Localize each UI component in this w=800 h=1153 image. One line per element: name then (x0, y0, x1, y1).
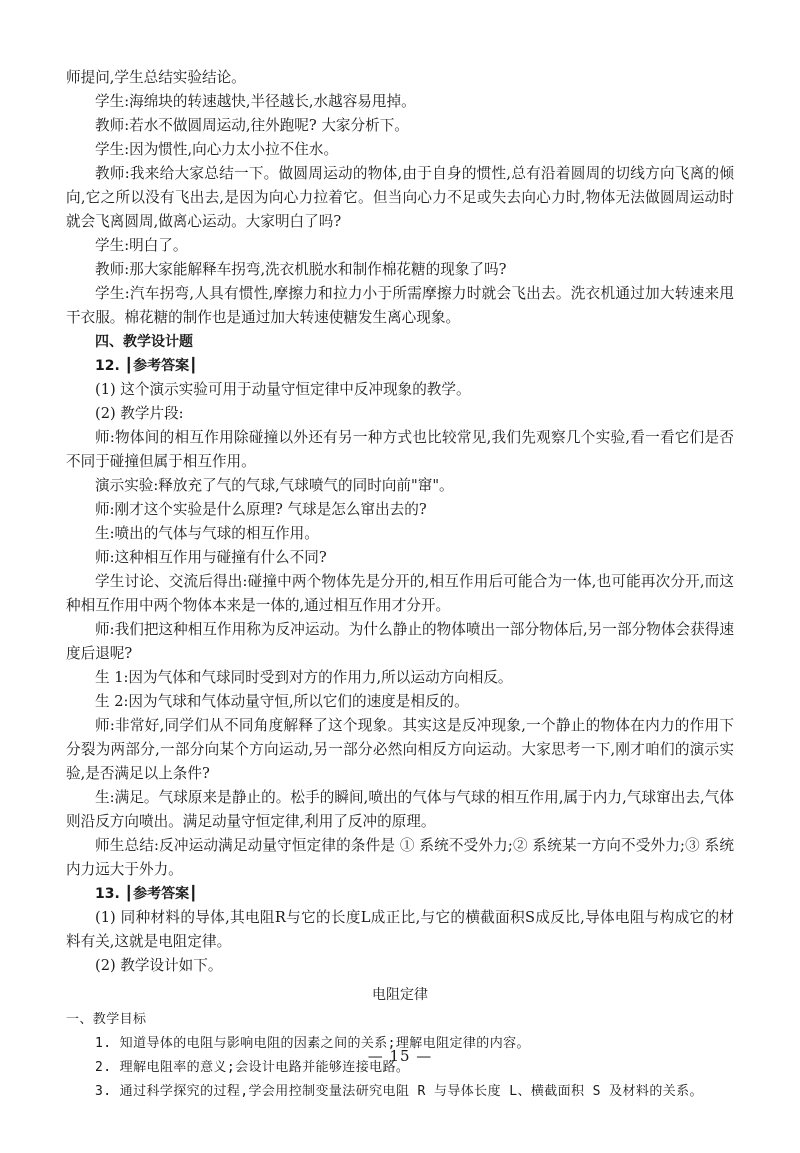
answer-item: 生 2:因为气球和气体动量守恒,所以它们的速度是相反的。 (95, 693, 469, 710)
paragraph: 教师:若水不做圆周运动,往外跑呢? 大家分析下。 (95, 117, 409, 134)
answer-item: 演示实验:释放充了气的气球,气球喷气的同时向前"窜"。 (95, 477, 454, 494)
paragraph: 学生:明白了。 (95, 237, 188, 254)
answer-item: (1) 这个演示实验可用于动量守恒定律中反冲现象的教学。 (95, 381, 471, 398)
objective-item: 3. 通过科学探究的过程,学会用控制变量法研究电阻 R 与导体长度 L、横截面积 S 及材料的关系。 (95, 1084, 703, 1099)
answer-item: 师:刚才这个实验是什么原理? 气球是怎么窜出去的? (95, 501, 427, 518)
answer-item: 师:物体间的相互作用除碰撞以外还有另一种方式也比较常见,我们先观察几个实验,看一看它们是否不同于碰撞但属于相互作用。 (66, 429, 734, 470)
answer-item: 学生讨论、交流后得出:碰撞中两个物体先是分开的,相互作用后可能合为一体,也可能再次分开,而这种相互作用中两个物体本来是一体的,通过相互作用才分开。 (66, 573, 734, 614)
page-number: — 15 — (367, 1047, 433, 1065)
question-13-label: 13. ┃参考答案┃ (95, 886, 198, 902)
answer-item: 师:这种相互作用与碰撞有什么不同? (95, 549, 327, 566)
answer-item: 师生总结:反冲运动满足动量守恒定律的条件是 ① 系统不受外力;② 系统某一方向不受外力;③ 系统内力远大于外力。 (66, 837, 734, 878)
answer-item: 生:满足。气球原来是静止的。松手的瞬间,喷出的气体与气球的相互作用,属于内力,气球窜出去,气体则沿反方向喷出。满足动量守恒定律,利用了反冲的原理。 (66, 789, 734, 830)
answer-item: (1) 同种材料的导体,其电阻R与它的长度L成正比,与它的横截面积S成反比,导体电阻与构成它的材料有关,这就是电阻定律。 (66, 909, 734, 950)
answer-item: 师:非常好,同学们从不同角度解释了这个现象。其实这是反冲现象,一个静止的物体在内力的作用下分裂为两部分,一部分向某个方向运动,另一部分必然向相反方向运动。大家思考一下,刚才咱们的演示实验,是否满足以上条件? (66, 717, 734, 782)
paragraph: 教师:那大家能解释车拐弯,洗衣机脱水和制作棉花糖的现象了吗? (95, 261, 507, 278)
objectives-heading: 一、教学目标 (66, 1012, 147, 1027)
paragraph: 学生:汽车拐弯,人具有惯性,摩擦力和拉力小于所需摩擦力时就会飞出去。洗衣机通过加大转速来甩干衣服。棉花糖的制作也是通过加大转速使糖发生离心现象。 (66, 285, 734, 326)
answer-item: (2) 教学片段: (95, 405, 184, 422)
question-12-label: 12. ┃参考答案┃ (95, 358, 198, 374)
answer-item: 生:喷出的气体与气球的相互作用。 (95, 525, 319, 542)
paragraph: 师提问,学生总结实验结论。 (66, 69, 246, 86)
answer-item: (2) 教学设计如下。 (95, 957, 223, 974)
section-heading: 四、教学设计题 (95, 334, 193, 350)
objective-item: 1. 知道导体的电阻与影响电阻的因素之间的关系;理解电阻定律的内容。 (95, 1036, 530, 1051)
paragraph: 学生:海绵块的转速越快,半径越长,水越容易甩掉。 (95, 93, 416, 110)
answer-item: 师:我们把这种相互作用称为反冲运动。为什么静止的物体喷出一部分物体后,另一部分物体会获得速度后退呢? (66, 621, 734, 662)
answer-item: 生 1:因为气体和气球同时受到对方的作用力,所以运动方向相反。 (95, 669, 513, 686)
page-content (66, 66, 734, 1104)
paragraph: 教师:我来给大家总结一下。做圆周运动的物体,由于自身的惯性,总有沿着圆周的切线方向飞离的倾向,它之所以没有飞出去,是因为向心力拉着它。但当向心力不足或失去向心力时,物体无法做圆周运动时就会飞离圆周,做离心运动。大家明白了吗? (66, 165, 734, 230)
paragraph: 学生:因为惯性,向心力太小拉不住水。 (95, 141, 339, 158)
design-title: 电阻定律 (372, 987, 428, 1003)
objective-item: 2. 理解电阻率的意义;会设计电路并能够连接电路。 (95, 1060, 410, 1075)
